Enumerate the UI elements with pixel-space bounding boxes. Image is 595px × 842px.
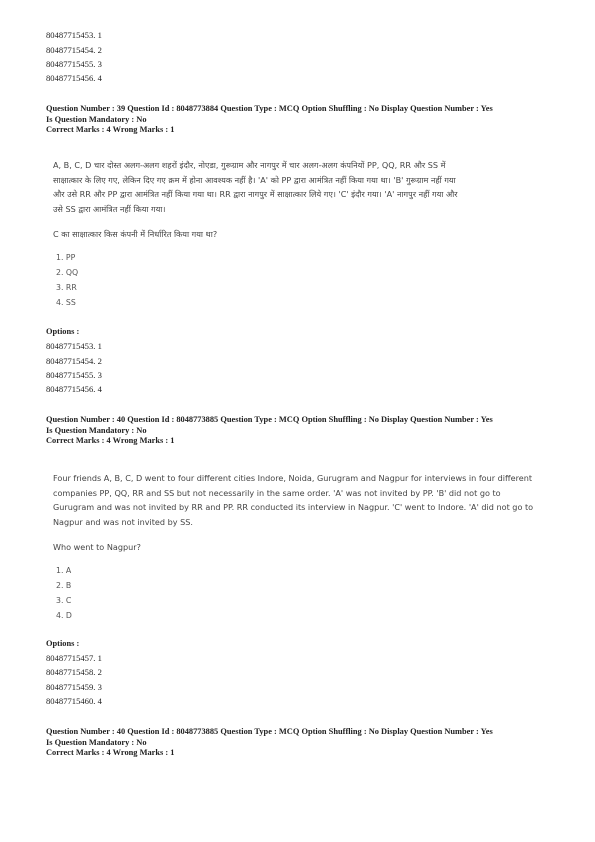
question-header-line: Is Question Mandatory : No xyxy=(46,114,147,124)
question-prompt: Who went to Nagpur? xyxy=(53,542,141,552)
question-header-line: Is Question Mandatory : No xyxy=(46,425,147,435)
option-id-line: 80487715460. 4 xyxy=(46,696,102,706)
option-id-line: 80487715456. 4 xyxy=(46,384,102,394)
question-header-line: Is Question Mandatory : No xyxy=(46,737,147,747)
option-id-line: 80487715454. 2 xyxy=(46,45,102,55)
option-id-line: 80487715453. 1 xyxy=(46,341,102,351)
option-id-line: 80487715455. 3 xyxy=(46,59,102,69)
option-id-line: 80487715454. 2 xyxy=(46,356,102,366)
answer-choice: 2. B xyxy=(56,581,72,590)
question-body-line: उसे SS द्वारा आमंत्रित नहीं किया गया। xyxy=(53,203,166,214)
question-prompt: C का साक्षात्कार किस कंपनी में निर्धारित किया गया था? xyxy=(53,229,218,239)
option-id-line: 80487715455. 3 xyxy=(46,370,102,380)
options-title: Options : xyxy=(46,639,80,648)
options-title: Options : xyxy=(46,327,80,336)
answer-choice: 3. C xyxy=(56,596,72,605)
answer-choice: 3. RR xyxy=(56,283,77,292)
question-body xyxy=(53,471,563,529)
option-id-line: 80487715456. 4 xyxy=(46,73,102,83)
question-body xyxy=(53,158,563,216)
question-header xyxy=(46,104,566,136)
answer-choice: 1. PP xyxy=(56,253,76,262)
question-header xyxy=(46,727,566,759)
question-header xyxy=(46,415,566,447)
question-body-line: साक्षात्कार के लिए गए, लेकिन दिए गए क्रम में होना आवश्यक नहीं है। 'A' को PP द्वारा आमंत्रित नहीं किया गया था। 'B' गुरूग्राम नहीं गया xyxy=(53,174,456,185)
question-body-line: companies PP, QQ, RR and SS but not necessarily in the same order. 'A' was not invited by PP. 'B' did not go to xyxy=(53,487,501,498)
option-id-line: 80487715457. 1 xyxy=(46,653,102,663)
question-header-line: Correct Marks : 4 Wrong Marks : 1 xyxy=(46,125,175,134)
option-id-line: 80487715458. 2 xyxy=(46,667,102,677)
question-body-line: और उसे RR और PP द्वारा आमंत्रित नहीं किया गया था। RR द्वारा नागपुर में साक्षात्कार लिये गए। 'C' इंदौर गया। 'A' नागपुर नहीं गया और xyxy=(53,189,458,199)
answer-choice: 1. A xyxy=(56,566,72,575)
question-header-line: Question Number : 40 Question Id : 8048773885 Question Type : MCQ Option Shuffling : No Display Question Number : Yes xyxy=(46,727,493,736)
question-body-line: Four friends A, B, C, D went to four different cities Indore, Noida, Gurugram and Nagpur for interviews in four different xyxy=(53,473,533,483)
question-header-line: Correct Marks : 4 Wrong Marks : 1 xyxy=(46,436,175,445)
option-id-line: 80487715453. 1 xyxy=(46,30,102,40)
question-body-line: Gurugram and was not invited by RR and PP. RR conducted its interview in Nagpur. 'C' went to Indore. 'A' did not go to xyxy=(53,502,534,512)
question-header-line: Question Number : 39 Question Id : 8048773884 Question Type : MCQ Option Shuffling : No Display Question Number : Yes xyxy=(46,104,493,113)
question-header-line: Correct Marks : 4 Wrong Marks : 1 xyxy=(46,748,175,757)
question-body-line: Nagpur and was not invited by SS. xyxy=(53,516,193,527)
question-body-line: A, B, C, D चार दोस्त अलग-अलग शहरों इंदौर, नोएडा, गुरूग्राम और नागपुर में चार अलग-अलग कंपनियों PP, QQ, RR और SS में xyxy=(53,160,446,170)
answer-choice: 4. SS xyxy=(56,298,76,307)
answer-choice: 2. QQ xyxy=(56,268,79,277)
option-id-line: 80487715459. 3 xyxy=(46,682,102,692)
answer-choice: 4. D xyxy=(56,611,72,620)
question-header-line: Question Number : 40 Question Id : 8048773885 Question Type : MCQ Option Shuffling : No Display Question Number : Yes xyxy=(46,415,493,424)
